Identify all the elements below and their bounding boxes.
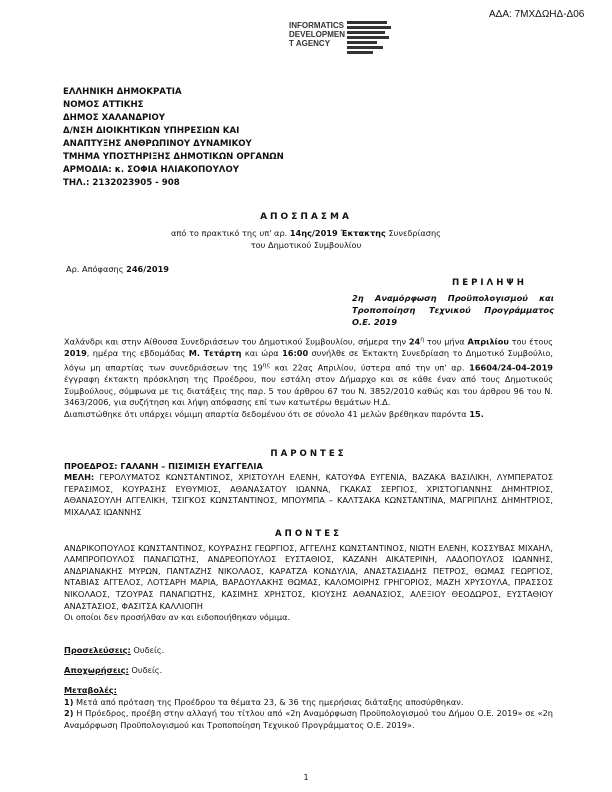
arrivals-line: Προσελεύσεις: Ουδείς. — [64, 645, 165, 655]
letterhead: ΕΛΛΗΝΙΚΗ ΔΗΜΟΚΡΑΤΙΑ ΝΟΜΟΣ ΑΤΤΙΚΗΣ ΔΗΜΟΣ ΧΑΛΑΝΔΡΙΟΥ Δ/ΝΣΗ ΔΙΟΙΚΗΤΙΚΩΝ ΥΠΗΡΕΣΙΩΝ ΚΑΙ ΑΝΑΠΤΥΞΗΣ ΑΝΘΡΩΠΙΝΟΥ ΔΥΝΑΜΙΚΟΥ ΤΜΗΜΑ ΥΠΟΣΤΗΡΙΞΗΣ ΔΗΜΟΤΙΚΩΝ ΟΡΓΑΝΩΝ ΑΡΜΟΔΙΑ: κ. ΣΟΦΙΑ ΗΛΙΑΚΟΠΟΥΛΟΥ ΤΗΛ.: 2132023905 - 908 — [63, 87, 284, 188]
change-item-1: 1) Μετά από πρόταση της Προέδρου τα θέματα 23, & 36 της ημερήσιας διάταξης αποσύρθηκαν. — [64, 696, 464, 707]
chair-line: ΠΡΟΕΔΡΟΣ: ΓΑΛΑΝΗ – ΠΙΣΙΜΙΣΗ ΕΥΑΓΓΕΛΙΑ — [64, 460, 263, 471]
ada-code: ΑΔΑ: 7ΜΧΔΩΗΔ-Δ06 — [489, 9, 585, 20]
present-heading: ΠΑΡΟΝΤΕΣ — [270, 449, 347, 459]
present-section — [64, 449, 553, 519]
absent-note: Οι οποίοι δεν προσήλθαν αν και ειδοποιήθηκαν νόμιμα. — [64, 612, 291, 623]
intro-paragraph: Χαλάνδρι και στην Αίθουσα Συνεδριάσεων του Δημοτικού Συμβουλίου, σήμερα την $24^\eta$ του μήνα Απριλίου του έτους 2019, ημέρα της εβδομάδας Μ. Τετάρτη και ώρα 16:00 συνήλθε σε Έκτακτη Συνεδρίαση το Δημοτικό Συμβούλιο, λόγω μη απαρτίας των συνεδριάσεων της $19^{\eta\varsigma}$ και 22ας Απριλίου, ύστερα από την υπ' αρ. 16604/24-04-2019 έγγραφη έκτακτη πρόσκληση της Προέδρου, που εστάλη στον Δήμαρχο και σε κάθε έναν από τους Δημοτικούς Συμβούλους, σύμφωνα με τις διατάξεις της παρ. 5 του άρθρου 67 του Ν. 3852/2010 καθώς και του άρθρου 96 του Ν. 3463/2006, για συζήτηση και λήψη απόφασης επί των κατωτέρω θεμάτων Η.Δ. Διαπιστώθηκε ότι υπάρχει νόμιμη απαρτία δεδομένου ότι σε σύνολο 41 μελών βρέθηκαν παρόντα 15. — [64, 336, 553, 420]
agency-stamp-icon — [347, 21, 393, 63]
absent-list: ΑΝΔΡΙΚΟΠΟΥΛΟΣ ΚΩΝΣΤΑΝΤΙΝΟΣ, ΚΟΥΡΑΣΗΣ ΓΕΩΡΓΙΟΣ, ΑΓΓΕΛΗΣ ΚΩΝΣΤΑΝΤΙΝΟΣ, ΝΙΩΤΗ ΕΛΕΝΗ, ΚΟΣΣΥΒΑΣ ΜΙΧΑΗΛ, ΛΑΜΠΡΟΠΟΥΛΟΣ ΠΑΝΑΓΙΩΤΗΣ, ΑΝΔΡΕΟΠΟΥΛΟΣ ΕΥΣΤΑΘΙΟΣ, ΚΑΖΑΝΗ ΑΙΚΑΤΕΡΙΝΗ, ΛΑΔΟΠΟΥΛΟΣ ΙΩΑΝΝΗΣ, ΑΝΔΡΙΑΝΑΚΗΣ ΜΥΡΩΝ, ΠΑΝΤΑΖΗΣ ΝΙΚΟΛΑΟΣ, ΚΑΡΑΤΖΑ ΚΟΝΔΥΛΙΑ, ΑΝΑΣΤΑΣΙΑΔΗΣ ΠΕΤΡΟΣ, ΘΩΜΑΣ ΓΕΩΡΓΙΟΣ, ΝΤΑΒΙΑΣ ΑΓΓΕΛΟΣ, ΛΟΤΣΑΡΗ ΜΑΡΙΑ, ΒΑΡΔΟΥΛΑΚΗΣ ΘΩΜΑΣ, ΚΑΛΟΜΟΙΡΗΣ ΓΡΗΓΟΡΙΟΣ, ΜΑΖΗ ΧΡΥΣΟΥΛΑ, ΠΡΑΣΣΟΣ ΝΙΚΟΛΑΟΣ, ΤΖΟΥΡΑΣ ΠΑΝΑΓΙΩΤΗΣ, ΚΑΣΙΜΗΣ ΧΡΗΣΤΟΣ, ΚΙΟΥΣΗΣ ΑΘΑΝΑΣΙΟΣ, ΑΛΕΞΙΟΥ ΘΕΟΔΩΡΟΣ, ΕΥΣΤΑΘΙΟΥ ΑΝΑΣΤΑΣΙΟΣ, ΦΑΣΙΤΣΑ ΚΑΛΛΙΟΠΗ — [64, 542, 553, 611]
changes-heading: Μεταβολές: — [64, 685, 117, 695]
decision-number: Αρ. Απόφασης 246/2019 — [66, 264, 170, 274]
summary-text: 2η Αναμόρφωση Προϋπολογισμού και Τροποποίηση Τεχνικού Προγράμματος Ο.Ε. 2019 — [352, 293, 554, 327]
change-item-2: 2) Η Πρόεδρος, προέβη στην αλλαγή του τίτλου από «2η Αναμόρφωση Προϋπολογισμού του Δήμου Ο.Ε. 2019» σε «2η Αναμόρφωση Προϋπολογισμού και Τροποποίηση Τεχνικού Προγράμματος Ο.Ε. 2019». — [64, 708, 553, 730]
quorum-text: Διαπιστώθηκε ότι υπάρχει νόμιμη απαρτία δεδομένου ότι σε σύνολο 41 μελών βρέθηκαν παρόντα 15. — [64, 409, 484, 420]
changes-section — [64, 685, 553, 731]
document-subtitle: από το πρακτικό της υπ' αρ. 14ης/2019 Έκτακτης Συνεδρίασης του Δημοτικού Συμβουλίου — [171, 228, 441, 250]
members-list: ΜΕΛΗ: ΓΕΡΟΛΥΜΑΤΟΣ ΚΩΝΣΤΑΝΤΙΝΟΣ, ΧΡΙΣΤΟΥΛΗ ΕΛΕΝΗ, ΚΑΤΟΥΦΑ ΕΥΓΕΝΙΑ, ΒΑΖΑΚΑ ΒΑΣΙΛΙΚΗ, ΛΥΜΠΕΡΑΤΟΣ ΓΕΡΑΣΙΜΟΣ, ΚΟΥΡΑΣΗΣ ΕΥΘΥΜΙΟΣ, ΑΘΑΝΑΣΑΤΟΥ ΙΩΑΝΝΑ, ΓΚΑΚΑΣ ΣΕΡΓΙΟΣ, ΧΡΙΣΤΟΓΙΑΝΝΗΣ ΔΗΜΗΤΡΙΟΣ, ΑΘΑΝΑΣΟΥΛΗ ΑΓΓΕΛΙΚΗ, ΤΣΙΓΚΟΣ ΚΩΝΣΤΑΝΤΙΝΟΣ, ΜΠΟΥΜΠΑ – ΚΑΛΤΣΑΚΑ ΚΩΝΣΤΑΝΤΙΝΑ, ΜΑΓΡΙΠΛΗΣ ΔΗΜΗΤΡΙΟΣ, ΜΙΧΑΛΑΣ ΙΩΑΝΝΗΣ — [64, 472, 553, 517]
document-title: ΑΠΟΣΠΑΣΜΑ — [260, 212, 352, 222]
departures-line: Αποχωρήσεις: Ουδείς. — [64, 665, 163, 675]
absent-section — [64, 529, 553, 624]
page-number: 1 — [303, 773, 309, 782]
agency-logo-text: INFORMATICS DEVELOPMEN T AGENCY — [289, 21, 346, 48]
summary-heading: ΠΕΡΙΛΗΨΗ — [452, 278, 527, 288]
absent-heading: ΑΠΟΝΤΕΣ — [275, 529, 342, 539]
